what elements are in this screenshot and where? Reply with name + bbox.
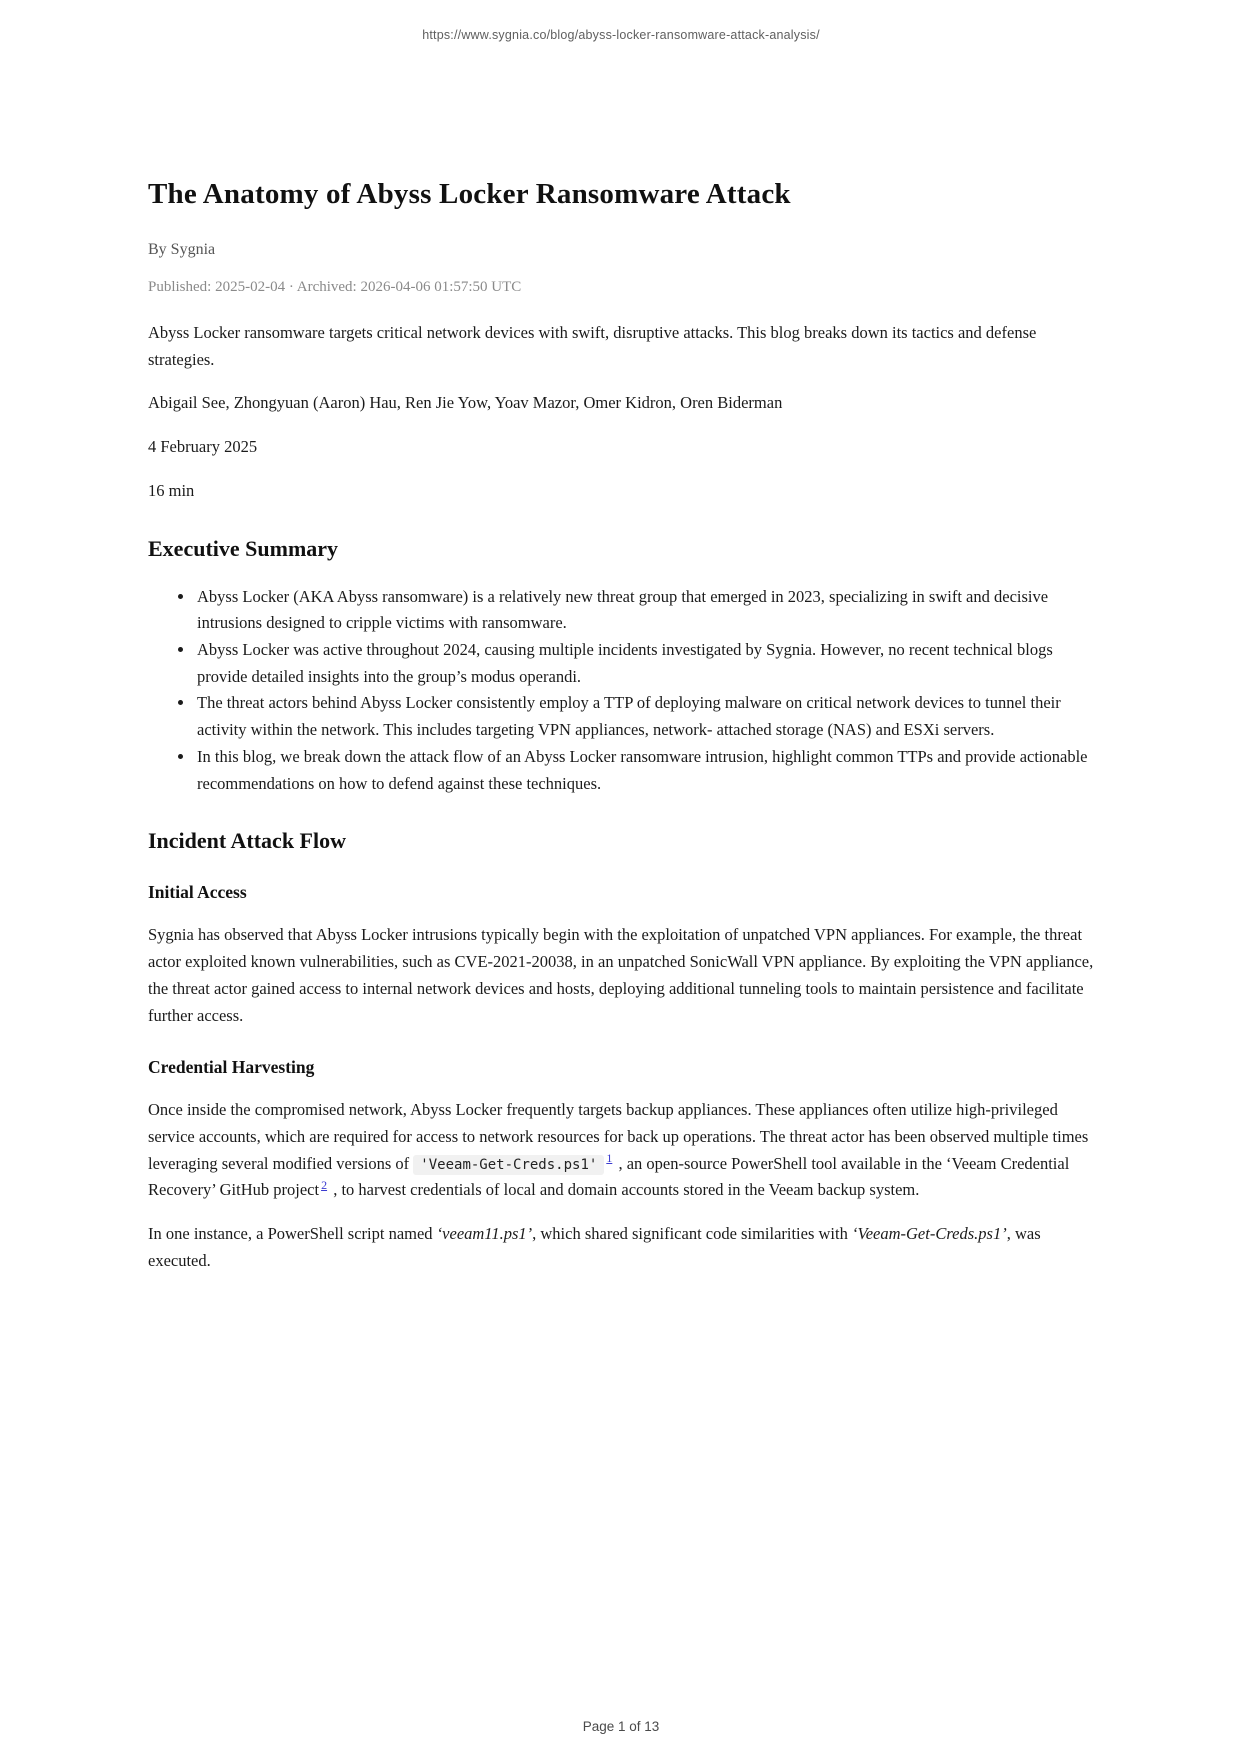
text-run: , an open-source PowerShell tool available in the ‘Veeam Credential Recovery’ GitHub project [148, 1153, 1070, 1200]
read-time: 16 min [148, 480, 195, 500]
italic-text: ‘Veeam-Get-Creds.ps1’ [851, 1224, 1007, 1244]
footnote-link[interactable]: 2 [321, 1177, 328, 1192]
heading-executive-summary: Executive Summary [148, 535, 339, 561]
authors-line: Abigail See, Zhongyuan (Aaron) Hau, Ren Jie Yow, Yoav Mazor, Omer Kidron, Oren Biderman [148, 393, 783, 413]
text-run: , which shared significant code similarities with [532, 1224, 852, 1244]
text-run: Once inside the compromised network, Abyss Locker frequently targets backup appliances. These appliances often utilize high-privileged service accounts, which are required for access to network resources for back up operations. The threat actor has been observed multiple times leveraging several modified versions of [148, 1100, 1089, 1173]
text-run: , was executed. [148, 1224, 1041, 1270]
intro-paragraph: Abyss Locker ransomware targets critical network devices with swift, disruptive attacks. This blog breaks down its tactics and defense strategies. [148, 323, 1037, 369]
executive-summary-list [148, 584, 1100, 798]
inline-code: 'Veeam-Get-Creds.ps1' [413, 1155, 604, 1175]
footnote-link[interactable]: 1 [606, 1151, 613, 1166]
archive-metadata: Published: 2025-02-04 · Archived: 2026-04-06 01:57:50 UTC [148, 279, 522, 295]
page-title: The Anatomy of Abyss Locker Ransomware Attack [148, 178, 791, 210]
archive-url: https://www.sygnia.co/blog/abyss-locker-ransomware-attack-analysis/ [422, 28, 820, 42]
list-item: • In this blog, we break down the attack flow of an Abyss Locker ransomware intrusion, highlight common TTPs and provide actionable recommendations on how to defend against these techniques. [195, 744, 1100, 797]
heading-credential-harvesting: Credential Harvesting [148, 1057, 315, 1078]
publish-date: 4 February 2025 [148, 437, 258, 457]
list-item: • Abyss Locker was active throughout 2024, causing multiple incidents investigated by Sygnia. However, no recent technical blogs provide detailed insights into the group’s modus operandi. [195, 637, 1100, 690]
text-run: , to harvest credentials of local and domain accounts stored in the Veeam backup system. [329, 1180, 920, 1200]
list-item: • Abyss Locker (AKA Abyss ransomware) is a relatively new threat group that emerged in 2023, specializing in swift and decisive intrusions designed to cripple victims with ransomware. [195, 584, 1100, 637]
text-run: In one instance, a PowerShell script named [148, 1224, 437, 1244]
article-body [148, 0, 1100, 1292]
initial-access-paragraph: Sygnia has observed that Abyss Locker intrusions typically begin with the exploitation of unpatched VPN appliances. For example, the threat actor exploited known vulnerabilities, such as CVE-2021-20038, in an unpatched SonicWall VPN appliance. By exploiting the VPN appliance, the threat actor gained access to internal network devices and hosts, deploying additional tunneling tools to maintain persistence and facilitate further access. [148, 925, 1094, 1025]
heading-initial-access: Initial Access [148, 882, 247, 903]
heading-incident-attack-flow: Incident Attack Flow [148, 828, 346, 854]
byline: By Sygnia [148, 241, 216, 258]
veeam-script-paragraph [148, 1221, 1100, 1274]
credential-harvesting-paragraph [148, 1097, 1100, 1204]
list-item: • The threat actors behind Abyss Locker consistently employ a TTP of deploying malware on critical network devices to tunnel their activity within the network. This includes targeting VPN appliances, network- attached storage (NAS) and ESXi servers. [195, 690, 1100, 743]
page-number: Page 1 of 13 [582, 1719, 660, 1734]
italic-text: ‘veeam11.ps1’ [436, 1224, 533, 1244]
